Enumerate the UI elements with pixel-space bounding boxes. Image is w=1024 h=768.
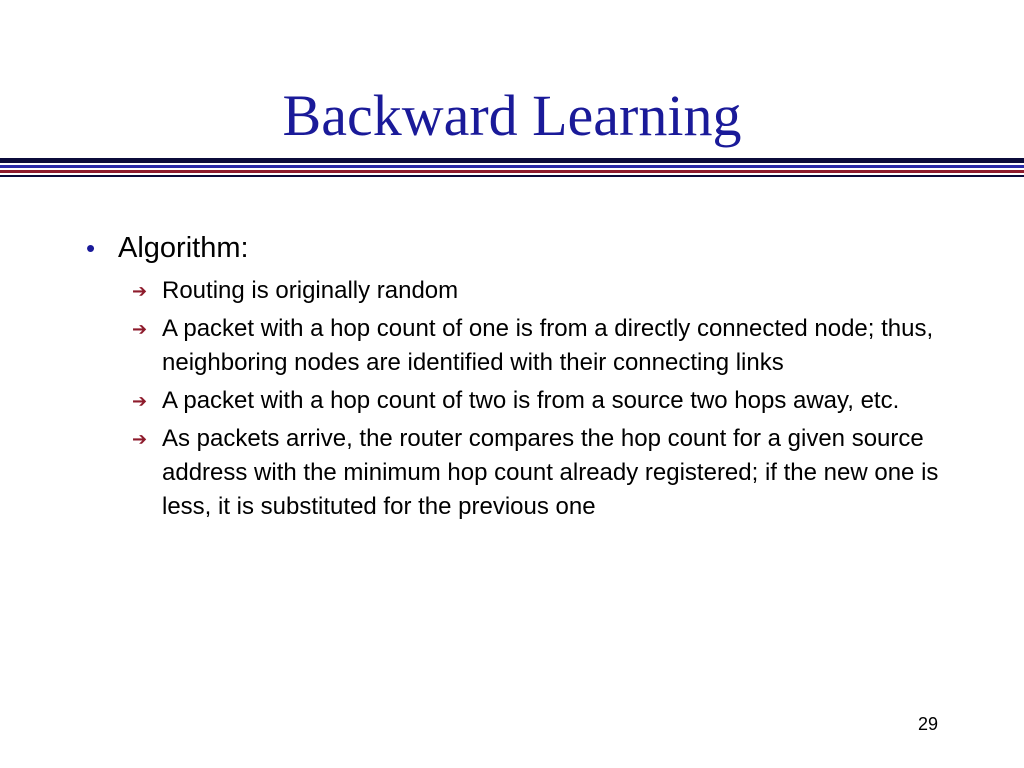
sub-bullet-text: A packet with a hop count of one is from a directly connected node; thus, neighboring nodes are identified with their connecting links xyxy=(162,315,934,376)
bullet-label: Algorithm: xyxy=(118,232,249,264)
slide-title: Backward Learning xyxy=(282,83,742,148)
sub-bullet-text: A packet with a hop count of two is from a source two hops away, etc. xyxy=(162,387,900,414)
sub-bullet-item xyxy=(132,422,946,524)
sub-bullet-text: As packets arrive, the router compares the hop count for a given source address with the minimum hop count already registered; if the new one is less, it is substituted for the previous one xyxy=(162,425,939,520)
title-divider-line-4 xyxy=(0,175,1024,177)
bullet-dot-icon: • xyxy=(86,233,96,263)
arrow-right-icon: ➔ xyxy=(132,319,148,339)
arrow-right-icon: ➔ xyxy=(132,429,148,449)
title-divider-line-2 xyxy=(0,165,1024,168)
title-divider-line-1 xyxy=(0,158,1024,163)
page-number: 29 xyxy=(917,714,938,734)
sub-bullet-list xyxy=(132,274,946,524)
sub-bullet-text: Routing is originally random xyxy=(162,277,459,304)
bullet-item xyxy=(86,230,946,266)
sub-bullet-item xyxy=(132,274,946,308)
slide-body xyxy=(86,230,946,528)
sub-bullet-item xyxy=(132,312,946,380)
arrow-right-icon: ➔ xyxy=(132,391,148,411)
sub-bullet-item xyxy=(132,384,946,418)
arrow-right-icon: ➔ xyxy=(132,281,148,301)
title-divider-line-3 xyxy=(0,170,1024,173)
